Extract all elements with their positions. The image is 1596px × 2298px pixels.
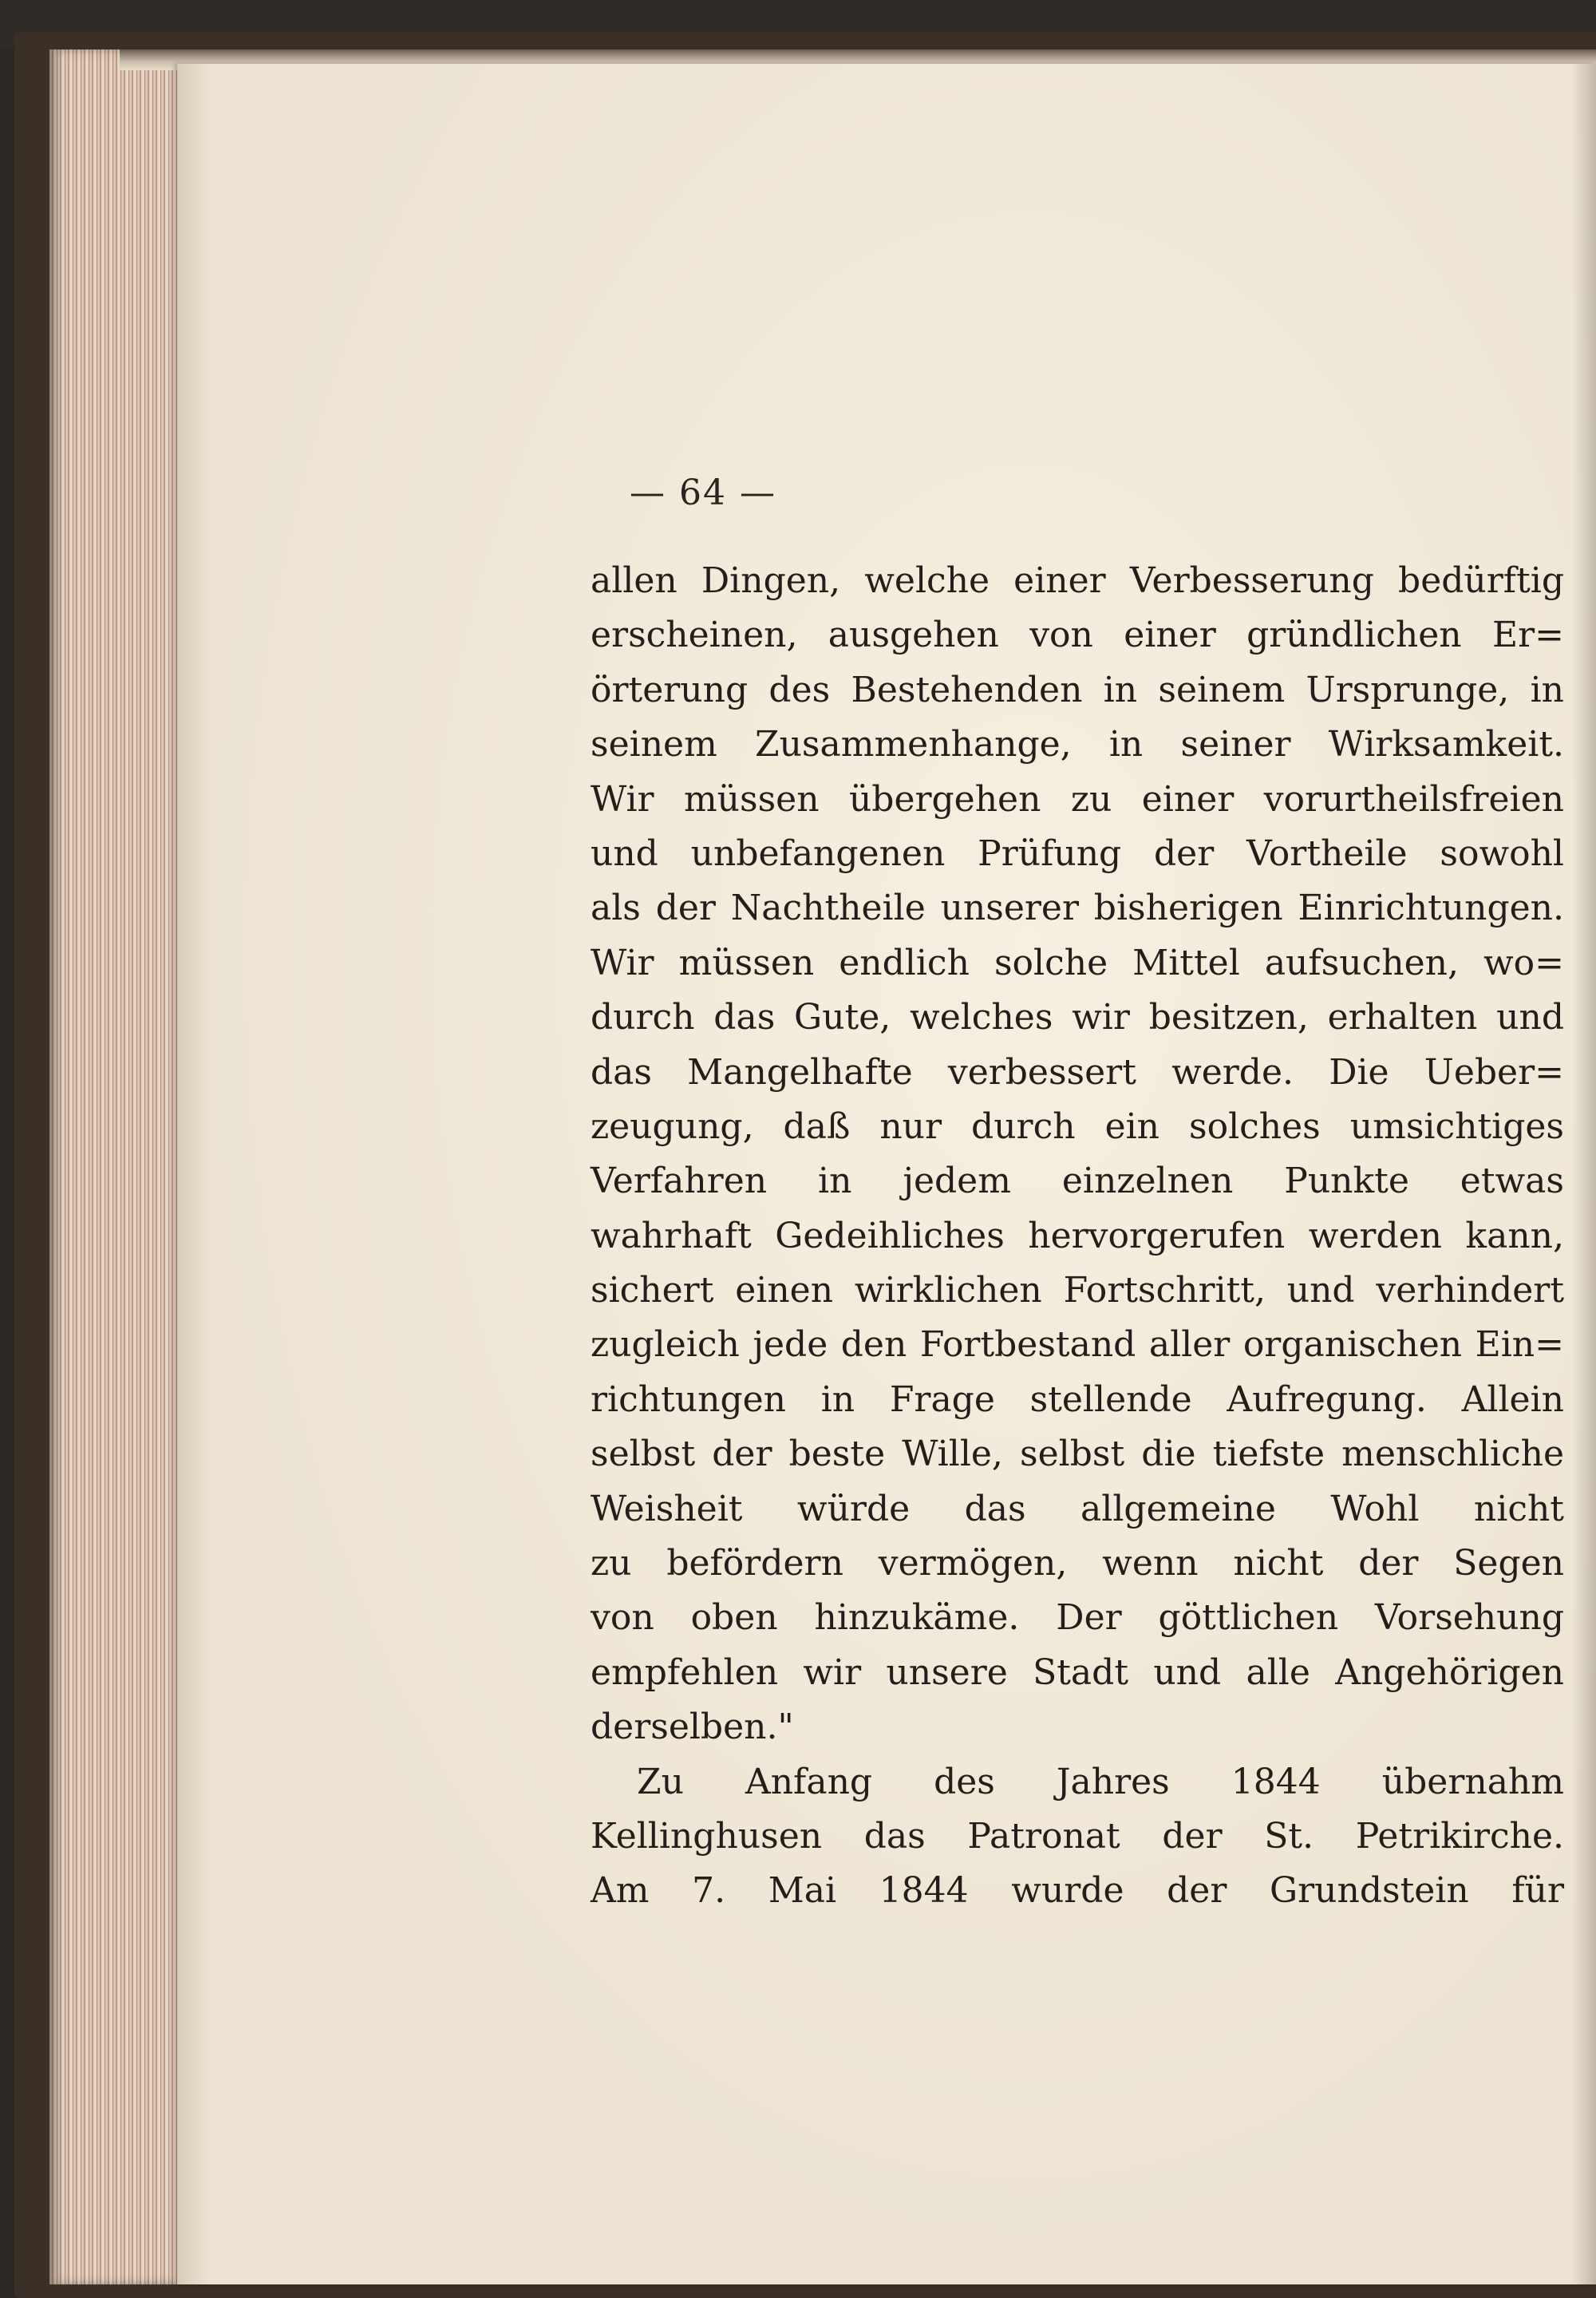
text-line: Wir müssen übergehen zu einer vorurtheilsfreien (591, 778, 1564, 820)
text-line: seinem Zusammenhange, in seiner Wirksamkeit. (591, 724, 1564, 765)
text-line: örterung des Bestehenden in seinem Ursprunge, in (591, 669, 1564, 710)
text-line: wahrhaft Gedeihliches hervorgerufen werden kann, (591, 1215, 1564, 1256)
body-text (591, 554, 1564, 1919)
page-block-edges (49, 49, 187, 2284)
text-line: selbst der beste Wille, selbst die tiefste menschliche (591, 1434, 1564, 1475)
text-line: zu befördern vermögen, wenn nicht der Segen (591, 1543, 1564, 1584)
text-line: als der Nachtheile unserer bisherigen Einrichtungen. (591, 888, 1564, 929)
text-line: Verfahren in jedem einzelnen Punkte etwas (591, 1161, 1564, 1202)
text-line: Kellinghusen das Patronat der St. Petrikirche. (591, 1815, 1564, 1857)
text-line: richtungen in Frage stellende Aufregung. Allein (591, 1378, 1564, 1420)
book-page (177, 64, 1596, 2284)
text-line: erscheinen, ausgehen von einer gründlichen Er= (591, 615, 1564, 656)
text-line: zeugung, daß nur durch ein solches umsichtiges (591, 1105, 1564, 1147)
text-line: Am 7. Mai 1844 wurde der Grundstein für (591, 1870, 1564, 1912)
text-line: von oben hinzukäme. Der göttlichen Vorsehung (591, 1597, 1564, 1639)
text-line: Zu Anfang des Jahres 1844 übernahm (637, 1761, 1564, 1802)
text-line: durch das Gute, welches wir besitzen, erhalten und (591, 997, 1564, 1038)
text-line: das Mangelhafte verbessert werde. Die Ueber= (591, 1051, 1564, 1093)
text-line: empfehlen wir unsere Stadt und alle Angehörigen (591, 1651, 1564, 1693)
text-line: allen Dingen, welche einer Verbesserung bedürftig (591, 560, 1564, 601)
text-line: derselben." (591, 1707, 794, 1748)
text-line: und unbefangenen Prüfung der Vortheile sowohl (591, 833, 1564, 874)
page-number: — 64 — (630, 473, 776, 513)
text-line: sichert einen wirklichen Fortschritt, und verhindert (591, 1270, 1564, 1311)
text-line: Weisheit würde das allgemeine Wohl nicht (591, 1488, 1564, 1529)
page-gutter-shadow (1572, 64, 1596, 2284)
text-line: zugleich jede den Fortbestand aller organischen Ein= (591, 1324, 1564, 1366)
text-line: Wir müssen endlich solche Mittel aufsuchen, wo= (591, 942, 1564, 983)
